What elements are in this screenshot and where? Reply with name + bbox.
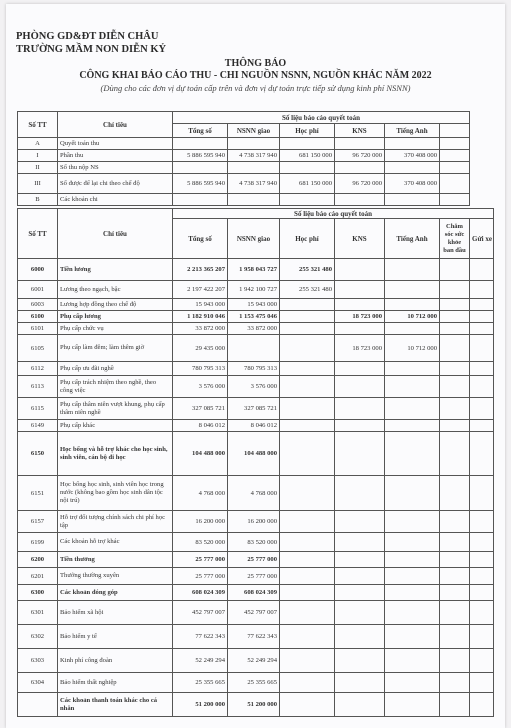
cell-empty [440, 432, 470, 476]
cell-empty [440, 362, 470, 376]
cell-kns: 96 720 000 [335, 174, 385, 194]
col-header-hocphi: Học phí [280, 124, 335, 138]
cell-empty [470, 673, 494, 693]
cell-empty [470, 552, 494, 568]
cell-hocphi [280, 335, 335, 362]
table-row [18, 281, 494, 299]
cell-hocphi [280, 673, 335, 693]
row-label: Học bổng và hỗ trợ khác cho học sinh, sinh viên, cán bộ đi học [58, 432, 173, 476]
cell-kns [335, 533, 385, 552]
cell-nsnn: 1 958 043 727 [228, 259, 280, 281]
cell-empty [470, 625, 494, 649]
table-row [18, 693, 494, 717]
cell-hocphi [280, 601, 335, 625]
cell-hocphi [280, 476, 335, 511]
cell-hocphi [280, 138, 335, 150]
cell-kns [335, 601, 385, 625]
cell-empty [470, 311, 494, 323]
cell-total [173, 138, 228, 150]
org-name-school: TRƯỜNG MẦM NON DIỄN KỶ [16, 44, 167, 55]
cell-tienganh [385, 420, 440, 432]
cell-kns: 18 723 000 [335, 311, 385, 323]
col-header-kns: KNS [335, 124, 385, 138]
cell-kns [335, 568, 385, 585]
row-label: Tiền lương [58, 259, 173, 281]
cell-nsnn: 83 520 000 [228, 533, 280, 552]
col-header-kns: KNS [335, 219, 385, 259]
row-code [18, 693, 58, 717]
cell-tienganh [385, 432, 440, 476]
cell-total: 780 795 313 [173, 362, 228, 376]
notice-title: THÔNG BÁO [224, 58, 287, 69]
col-header-chitieu: Chỉ tiêu [58, 112, 173, 138]
cell-tienganh [385, 476, 440, 511]
table-row [18, 432, 494, 476]
cell-nsnn: 327 085 721 [228, 398, 280, 420]
row-code: 6149 [18, 420, 58, 432]
report-subtitle: (Dùng cho các đơn vị dự toán cấp trên và đơn vị dự toán trực tiếp sử dụng kinh phí NSNN) [100, 83, 411, 93]
cell-empty [440, 311, 470, 323]
cell-hocphi [280, 299, 335, 311]
row-label: Bảo hiểm thất nghiệp [58, 673, 173, 693]
cell-tienganh [385, 625, 440, 649]
row-code: 6001 [18, 281, 58, 299]
cell-kns: 18 723 000 [335, 335, 385, 362]
cell-empty [470, 568, 494, 585]
row-code: A [18, 138, 58, 150]
row-code: III [18, 174, 58, 194]
table-row [18, 259, 494, 281]
cell-total: 25 777 000 [173, 552, 228, 568]
cell-nsnn [228, 138, 280, 150]
row-label: Số được để lại chi theo chế độ [58, 174, 173, 194]
cell-empty [440, 552, 470, 568]
row-label: Phụ cấp ưu đãi nghề [58, 362, 173, 376]
table-row [18, 194, 470, 206]
cell-empty [470, 476, 494, 511]
cell-tienganh [385, 552, 440, 568]
cell-empty [470, 585, 494, 601]
table-row [18, 420, 494, 432]
table-row [18, 299, 494, 311]
cell-hocphi [280, 323, 335, 335]
cell-empty [440, 568, 470, 585]
table-row [18, 323, 494, 335]
row-code: 6112 [18, 362, 58, 376]
row-code: 6301 [18, 601, 58, 625]
cell-hocphi [280, 362, 335, 376]
cell-empty [440, 625, 470, 649]
cell-nsnn: 77 622 343 [228, 625, 280, 649]
row-code: 6300 [18, 585, 58, 601]
cell-tienganh: 370 408 000 [385, 150, 440, 162]
cell-hocphi [280, 552, 335, 568]
cell-hocphi [280, 311, 335, 323]
row-code: 6304 [18, 673, 58, 693]
col-header-empty [440, 124, 470, 138]
cell-nsnn: 1 942 100 727 [228, 281, 280, 299]
row-code: 6113 [18, 376, 58, 398]
cell-hocphi [280, 194, 335, 206]
row-label: Tiền thưởng [58, 552, 173, 568]
expenditure-table [17, 208, 494, 717]
cell-kns [335, 362, 385, 376]
col-header-nsnn: NSNN giao [228, 219, 280, 259]
cell-empty [470, 533, 494, 552]
cell-kns [335, 259, 385, 281]
cell-total: 29 435 000 [173, 335, 228, 362]
cell-tienganh [385, 194, 440, 206]
group-header: Số liệu báo cáo quyết toán [173, 112, 470, 124]
cell-nsnn: 780 795 313 [228, 362, 280, 376]
table-row [18, 533, 494, 552]
cell-tienganh: 10 712 000 [385, 335, 440, 362]
cell-tienganh [385, 673, 440, 693]
cell-empty [440, 533, 470, 552]
cell-hocphi [280, 693, 335, 717]
cell-tienganh [385, 162, 440, 174]
row-label: Phụ cấp thâm niên vượt khung, phụ cấp thâm niên nghề [58, 398, 173, 420]
cell-kns [335, 162, 385, 174]
row-code: I [18, 150, 58, 162]
cell-hocphi [280, 568, 335, 585]
cell-empty [440, 281, 470, 299]
cell-total: 25 355 665 [173, 673, 228, 693]
table-row [18, 174, 470, 194]
cell-empty [440, 150, 470, 162]
cell-hocphi [280, 649, 335, 673]
cell-nsnn: 16 200 000 [228, 511, 280, 533]
cell-tienganh [385, 533, 440, 552]
cell-empty [440, 601, 470, 625]
cell-empty [470, 259, 494, 281]
row-label: Phụ cấp lương [58, 311, 173, 323]
col-header-chitieu: Chỉ tiêu [58, 209, 173, 259]
row-code: 6115 [18, 398, 58, 420]
cell-hocphi: 255 321 480 [280, 259, 335, 281]
cell-empty [440, 335, 470, 362]
table-row [18, 162, 470, 174]
cell-tienganh [385, 649, 440, 673]
row-code: 6302 [18, 625, 58, 649]
table-row [18, 398, 494, 420]
row-code: 6105 [18, 335, 58, 362]
col-header-parking: Gửi xe [470, 219, 494, 259]
col-header-stt: Số TT [18, 209, 58, 259]
row-label: Số thu nộp NS [58, 162, 173, 174]
cell-nsnn: 4 738 317 940 [228, 174, 280, 194]
cell-empty [440, 649, 470, 673]
cell-kns [335, 281, 385, 299]
cell-hocphi [280, 511, 335, 533]
cell-nsnn: 15 943 000 [228, 299, 280, 311]
row-label: Lương theo ngạch, bậc [58, 281, 173, 299]
row-code: 6303 [18, 649, 58, 673]
cell-empty [440, 174, 470, 194]
cell-kns [335, 376, 385, 398]
cell-tienganh [385, 299, 440, 311]
table-row [18, 150, 470, 162]
table-row [18, 552, 494, 568]
expenditure-table-body [18, 259, 494, 717]
cell-tienganh [385, 585, 440, 601]
cell-empty [470, 432, 494, 476]
cell-kns [335, 552, 385, 568]
row-label: Các khoản đóng góp [58, 585, 173, 601]
row-label: Phần thu [58, 150, 173, 162]
cell-empty [440, 299, 470, 311]
cell-total: 4 768 000 [173, 476, 228, 511]
cell-nsnn [228, 335, 280, 362]
cell-kns [335, 138, 385, 150]
cell-hocphi [280, 625, 335, 649]
row-label: Quyết toán thu [58, 138, 173, 150]
cell-total [173, 194, 228, 206]
cell-hocphi: 681 150 000 [280, 150, 335, 162]
cell-kns: 96 720 000 [335, 150, 385, 162]
col-header-tienganh: Tiếng Anh [385, 219, 440, 259]
cell-total [173, 162, 228, 174]
cell-tienganh [385, 693, 440, 717]
cell-nsnn: 608 024 309 [228, 585, 280, 601]
cell-tienganh [385, 323, 440, 335]
row-label: Phụ cấp khác [58, 420, 173, 432]
row-code: 6201 [18, 568, 58, 585]
col-header-tienganh: Tiếng Anh [385, 124, 440, 138]
cell-empty [470, 693, 494, 717]
cell-empty [440, 162, 470, 174]
table-row [18, 138, 470, 150]
cell-hocphi: 255 321 480 [280, 281, 335, 299]
row-code: 6101 [18, 323, 58, 335]
row-label: Phụ cấp làm đêm; làm thêm giờ [58, 335, 173, 362]
cell-empty [440, 585, 470, 601]
table-row [18, 673, 494, 693]
cell-empty [440, 376, 470, 398]
cell-nsnn: 33 872 000 [228, 323, 280, 335]
cell-tienganh [385, 138, 440, 150]
col-header-total: Tổng số [173, 124, 228, 138]
table-row [18, 376, 494, 398]
cell-nsnn: 104 488 000 [228, 432, 280, 476]
cell-kns [335, 693, 385, 717]
table-row [18, 511, 494, 533]
cell-nsnn: 25 355 665 [228, 673, 280, 693]
cell-kns [335, 194, 385, 206]
cell-nsnn: 452 797 007 [228, 601, 280, 625]
cell-hocphi [280, 398, 335, 420]
table-row [18, 335, 494, 362]
cell-kns [335, 299, 385, 311]
cell-total: 2 197 422 207 [173, 281, 228, 299]
cell-empty [470, 335, 494, 362]
row-code: 6100 [18, 311, 58, 323]
cell-total: 52 249 294 [173, 649, 228, 673]
table-row [18, 311, 494, 323]
row-code: 6003 [18, 299, 58, 311]
cell-hocphi [280, 162, 335, 174]
cell-total: 51 200 000 [173, 693, 228, 717]
cell-hocphi [280, 432, 335, 476]
cell-empty [470, 362, 494, 376]
cell-total: 452 797 007 [173, 601, 228, 625]
cell-kns [335, 585, 385, 601]
cell-empty [440, 476, 470, 511]
cell-total: 25 777 000 [173, 568, 228, 585]
cell-total: 33 872 000 [173, 323, 228, 335]
cell-nsnn: 3 576 000 [228, 376, 280, 398]
cell-empty [470, 601, 494, 625]
table-row [18, 601, 494, 625]
cell-nsnn [228, 162, 280, 174]
cell-kns [335, 432, 385, 476]
row-label: Lương hợp đồng theo chế độ [58, 299, 173, 311]
cell-total: 327 085 721 [173, 398, 228, 420]
cell-nsnn: 25 777 000 [228, 568, 280, 585]
cell-empty [440, 398, 470, 420]
row-code: 6157 [18, 511, 58, 533]
cell-hocphi: 681 150 000 [280, 174, 335, 194]
row-code: 6000 [18, 259, 58, 281]
table-row [18, 585, 494, 601]
row-label: Thưởng thường xuyên [58, 568, 173, 585]
cell-nsnn: 8 046 012 [228, 420, 280, 432]
row-code: 6200 [18, 552, 58, 568]
cell-tienganh [385, 511, 440, 533]
row-code: B [18, 194, 58, 206]
group-header: Số liệu báo cáo quyết toán [173, 209, 494, 219]
cell-hocphi [280, 585, 335, 601]
cell-total: 3 576 000 [173, 376, 228, 398]
cell-empty [470, 376, 494, 398]
cell-total: 83 520 000 [173, 533, 228, 552]
cell-kns [335, 649, 385, 673]
org-name-department: PHÒNG GD&ĐT DIỄN CHÂU [16, 31, 159, 42]
cell-tienganh [385, 568, 440, 585]
cell-tienganh: 10 712 000 [385, 311, 440, 323]
cell-empty [470, 299, 494, 311]
cell-total: 5 886 595 940 [173, 150, 228, 162]
cell-total: 16 200 000 [173, 511, 228, 533]
cell-total: 2 213 365 207 [173, 259, 228, 281]
row-label: Các khoản hỗ trợ khác [58, 533, 173, 552]
cell-nsnn: 4 738 317 940 [228, 150, 280, 162]
cell-hocphi [280, 376, 335, 398]
cell-empty [470, 398, 494, 420]
table-row [18, 568, 494, 585]
col-header-total: Tổng số [173, 219, 228, 259]
cell-tienganh [385, 259, 440, 281]
cell-empty [440, 194, 470, 206]
row-code: II [18, 162, 58, 174]
cell-total: 1 182 910 046 [173, 311, 228, 323]
cell-empty [440, 138, 470, 150]
col-header-nsnn: NSNN giao [228, 124, 280, 138]
cell-nsnn: 1 153 475 046 [228, 311, 280, 323]
table-row [18, 649, 494, 673]
cell-tienganh [385, 376, 440, 398]
cell-empty [470, 511, 494, 533]
cell-kns [335, 398, 385, 420]
cell-total: 5 886 595 940 [173, 174, 228, 194]
row-label: Các khoản thanh toán khác cho cá nhân [58, 693, 173, 717]
row-label: Phụ cấp chức vụ [58, 323, 173, 335]
row-label: Kinh phí công đoàn [58, 649, 173, 673]
cell-nsnn: 4 768 000 [228, 476, 280, 511]
table-row [18, 362, 494, 376]
cell-total: 8 046 012 [173, 420, 228, 432]
revenue-table-body [18, 138, 470, 206]
cell-total: 15 943 000 [173, 299, 228, 311]
row-label: Bảo hiểm xã hội [58, 601, 173, 625]
cell-empty [470, 420, 494, 432]
col-header-hocphi: Học phí [280, 219, 335, 259]
cell-empty [470, 649, 494, 673]
col-header-health: Chăm sóc sức khỏe ban đầu [440, 219, 470, 259]
cell-tienganh: 370 408 000 [385, 174, 440, 194]
cell-empty [470, 323, 494, 335]
row-code: 6199 [18, 533, 58, 552]
table-row [18, 625, 494, 649]
row-code: 6151 [18, 476, 58, 511]
cell-nsnn: 51 200 000 [228, 693, 280, 717]
cell-hocphi [280, 420, 335, 432]
row-label: Bảo hiểm y tế [58, 625, 173, 649]
cell-tienganh [385, 281, 440, 299]
row-label: Các khoản chi [58, 194, 173, 206]
cell-kns [335, 420, 385, 432]
cell-empty [440, 673, 470, 693]
document-header [16, 30, 166, 56]
cell-empty [440, 511, 470, 533]
report-title: CÔNG KHAI BÁO CÁO THU - CHI NGUỒN NSNN, NGUỒN KHÁC NĂM 2022 [79, 70, 432, 81]
cell-total: 104 488 000 [173, 432, 228, 476]
cell-empty [440, 259, 470, 281]
table-row [18, 476, 494, 511]
cell-tienganh [385, 362, 440, 376]
cell-tienganh [385, 601, 440, 625]
row-label: Học bổng học sinh, sinh viên học trong nước (không bao gồm học sinh dân tộc nội trú) [58, 476, 173, 511]
cell-nsnn: 52 249 294 [228, 649, 280, 673]
cell-nsnn: 25 777 000 [228, 552, 280, 568]
cell-nsnn [228, 194, 280, 206]
cell-kns [335, 476, 385, 511]
row-code: 6150 [18, 432, 58, 476]
cell-total: 77 622 343 [173, 625, 228, 649]
row-label: Phụ cấp trách nhiệm theo nghề, theo công việc [58, 376, 173, 398]
cell-total: 608 024 309 [173, 585, 228, 601]
cell-tienganh [385, 398, 440, 420]
col-header-stt: Số TT [18, 112, 58, 138]
cell-empty [440, 693, 470, 717]
cell-hocphi [280, 533, 335, 552]
row-label: Hỗ trợ đối tượng chính sách chi phí học tập [58, 511, 173, 533]
cell-empty [440, 420, 470, 432]
cell-kns [335, 323, 385, 335]
revenue-table [17, 111, 470, 206]
cell-kns [335, 673, 385, 693]
cell-empty [470, 281, 494, 299]
cell-empty [440, 323, 470, 335]
cell-kns [335, 511, 385, 533]
cell-kns [335, 625, 385, 649]
